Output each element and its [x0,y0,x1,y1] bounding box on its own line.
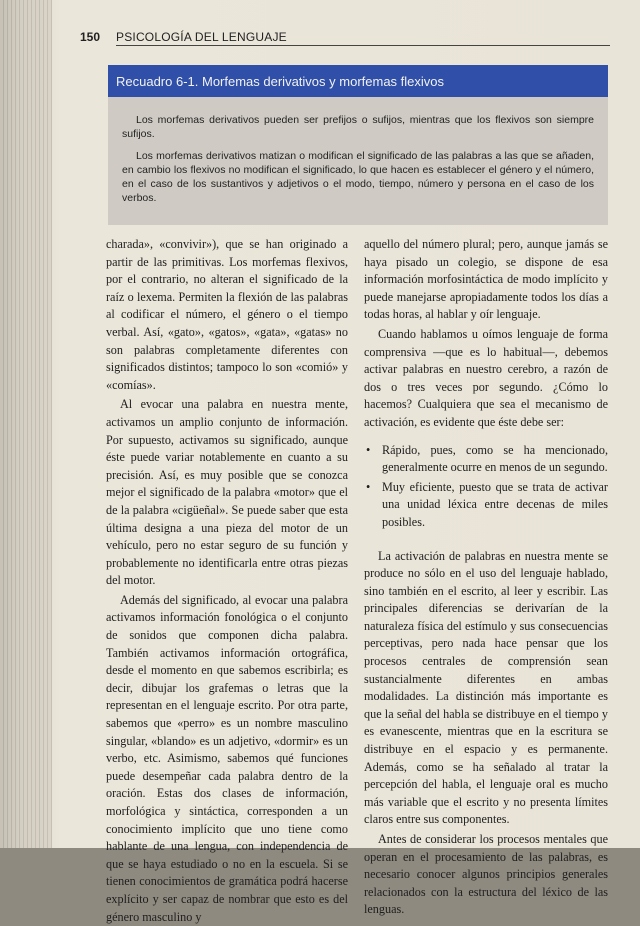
right-column [364,236,608,919]
left-column [106,236,348,926]
right-paragraph-3: La activación de palabras en nuestra mente se produce no sólo en el uso del lenguaje hablado, sino también en el escrito, al leer y escribir. Las principales diferencias se derivarían de la naturaleza física del estímulo y sus consecuencias perceptivas, pero nada hace pensar que los procesos centrales de comprensión sean sustancialmente diferentes en ambas modalidades. La distinción más importante es que la señal del habla se distribuye en el tiempo y es evanescente, mientras que en la escritura se distribuye en el espacio y es permanente. Además, como se ha señalado al tratar la percepción del habla, el lenguaje oral es mucho más variable que el escrito y no presenta límites claros entre sus componentes. [364,548,608,827]
box-title-bar [108,65,608,97]
box-body [122,113,594,213]
header-rule [116,45,610,46]
list-item: • Muy eficiente, puesto que se trata de activar una unidad léxica entre decenas de miles posibles. [378,479,608,532]
page-number: 150 [80,30,101,44]
left-paragraph-1: charada», «convivir»), que se han originado a partir de las primitivas. Los morfemas flexivos, por el contrario, no alteran el significado de la raíz o lexema. Permiten la flexión de las palabras al codificar el número, el género o el tiempo verbal. Así, «gato», «gatos», «gata», «gatas» no son palabras completamente diferentes con significados distintos; tampoco lo son «comió» y «comías». [106,237,348,392]
box-paragraph-1: Los morfemas derivativos pueden ser prefijos o sufijos, mientras que los flexivos son siempre sufijos. [122,114,594,140]
box-title: Recuadro 6-1. Morfemas derivativos y morfemas flexivos [116,74,445,89]
bullet-list [364,442,608,532]
running-title: PSICOLOGÍA DEL LENGUAJE [116,30,287,44]
box-paragraph-2: Los morfemas derivativos matizan o modifican el significado de las palabras a las que se añaden, en cambio los flexivos no modifican el significado, lo que hacen es establecer el género y el número, en el caso de los sustantivos y adjetivos o el modo, tiempo, número y persona en el caso de los verbos. [122,150,594,204]
sidebar-box [108,65,608,225]
page-header [80,30,610,48]
page-edges [0,0,52,848]
left-paragraph-3: Además del significado, al evocar una palabra activamos información fonológica o el conjunto de sonidos que componen dicha palabra. También activamos información ortográfica, desde el momento en que sabemos escribirla; es decir, dibujar los grafemas o letras que la representan en el lenguaje escrito. Por otra parte, sabemos que «perro» es un nombre masculino singular, «blando» es un adjetivo, «dormir» es un verbo, etc. Asimismo, sabemos qué funciones puede desempeñar cada palabra dentro de la oración. Estas dos clases de información, morfológica y sintáctica, corresponden a un conocimiento implícito que uno tiene como hablante de una lengua, con independencia de que se haya estudiado o no en la escuela. Si se tienen conocimientos de gramática podrá hacerse explícito y ser capaz de nombrar que esto es del género masculino y [106,592,348,924]
left-paragraph-2: Al evocar una palabra en nuestra mente, activamos un amplio conjunto de información. Por supuesto, activamos su significado, aunque éste puede variar notablemente en cuanto a su precisión. Así, es muy posible que se conozca mejor el significado de la palabra «motor» que el de la palabra «cigüeñal». Se puede saber que esta última designa a una pieza del motor de un vehículo, pero no estar seguro de su función y probablemente no identificarla entre otras piezas del motor. [106,397,348,588]
right-paragraph-4: Antes de considerar los procesos mentales que operan en el procesamiento de las palabras, es necesario conocer algunos principios generales relacionados con la estructura del léxico de las lenguas. [364,832,608,917]
list-item: • Rápido, pues, como se ha mencionado, generalmente ocurre en menos de un segundo. [378,442,608,477]
right-paragraph-2: Cuando hablamos u oímos lenguaje de forma comprensiva —que es lo habitual—, debemos activar palabras en nuestro cerebro, a razón de dos o tres veces por segundo. ¿Cómo lo hacemos? Cualquiera que sea el mecanismo de activación, es evidente que éste debe ser: [364,326,608,429]
right-paragraph-1: aquello del número plural; pero, aunque jamás se haya pisado un colegio, se dispone de esa información morfosintáctica de modo implícito y puede manejarse apropiadamente todos los días a todas horas, al hablar y oír lenguaje. [364,237,608,322]
